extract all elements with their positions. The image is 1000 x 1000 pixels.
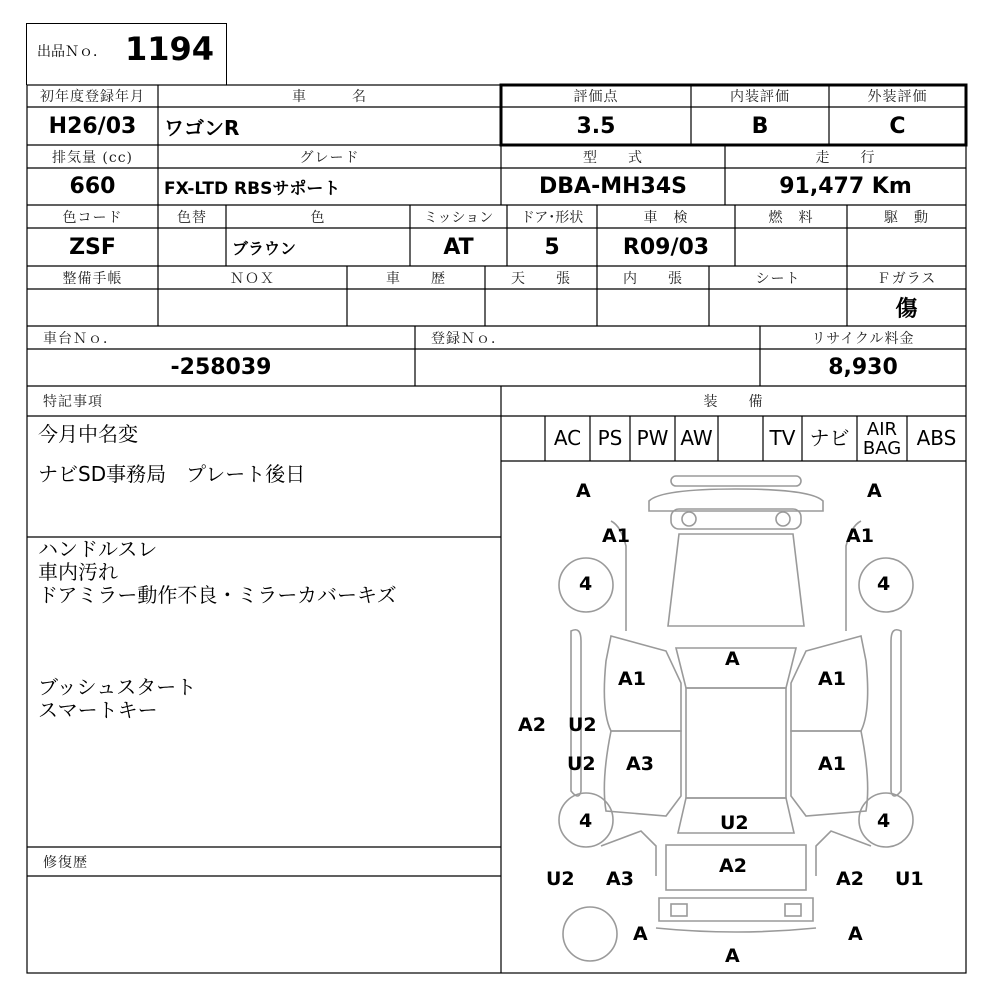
- equip-pw: PW: [636, 426, 669, 450]
- transmission-value: AT: [443, 234, 474, 260]
- roof-header: 天 張: [511, 270, 571, 287]
- score-value: 3.5: [576, 113, 616, 139]
- repaint-value: [158, 228, 226, 266]
- displacement-header: 排気量 (cc): [51, 149, 134, 166]
- note-line: ドアミラー動作不良・ミラーカバーキズ: [38, 583, 397, 607]
- note-line: ナビSD事務局 プレート後日: [38, 462, 306, 486]
- mark-front-right: A: [867, 480, 882, 502]
- nox-header: ＮＯＸ: [230, 270, 275, 287]
- note-line: ハンドルスレ: [38, 537, 158, 561]
- interior-value: B: [751, 113, 769, 139]
- rear-bumper-lower: [656, 928, 816, 932]
- note-line: ブッシュスタート: [38, 675, 197, 699]
- doors-value: 5: [544, 234, 560, 260]
- mark-tailgate: A2: [719, 855, 747, 877]
- mark-quarter-rl-outer: U2: [546, 868, 575, 890]
- mark-rear-bumper-c: A: [725, 945, 740, 967]
- mark-pillar-l: A2: [518, 714, 546, 736]
- mark-fender-fr: A1: [846, 525, 874, 547]
- mark-door-fr: A1: [818, 668, 846, 690]
- mark-sill-l-rear: U2: [567, 753, 596, 775]
- mileage-header: 走 行: [815, 149, 876, 166]
- mark-front-left: A: [576, 480, 591, 502]
- recycle-value: 8,930: [828, 355, 898, 380]
- interior-trim-value: [597, 289, 709, 326]
- mark-door-fl: A1: [618, 668, 646, 690]
- registration-header: 登録Ｎｏ．: [431, 330, 506, 347]
- right-side-sill: [891, 630, 901, 796]
- mark-sill-l-front: U2: [568, 714, 597, 736]
- mark-door-rr: A1: [818, 753, 846, 775]
- mark-quarter-rl: A3: [606, 868, 634, 890]
- fglass-header: Ｆガラス: [876, 270, 937, 287]
- color-code-header: 色コード: [62, 209, 123, 226]
- fglass-value: 傷: [895, 297, 918, 322]
- mark-hood: A: [725, 648, 740, 670]
- mileage-value: 91,477 Km: [779, 174, 912, 199]
- notes-block-3: [38, 676, 196, 722]
- exterior-value: C: [889, 113, 906, 139]
- roof-value: [485, 289, 597, 326]
- car-name-value: ワゴンR: [164, 115, 240, 140]
- mark-tire-fr: 4: [877, 573, 891, 595]
- fuel-header: 燃 料: [768, 209, 814, 226]
- year-header: 初年度登録年月: [40, 89, 145, 105]
- color-code-value: ZSF: [69, 234, 116, 260]
- hood-outline: [668, 534, 804, 626]
- grade-value: FX-LTD RBSサポート: [164, 179, 341, 199]
- mark-fender-fl: A1: [602, 525, 630, 547]
- note-line: 車内汚れ: [38, 560, 118, 584]
- equip-ps: PS: [597, 426, 623, 450]
- equip-navi: ナビ: [809, 426, 850, 450]
- model-header: 型 式: [583, 149, 643, 166]
- recycle-header: リサイクル料金: [811, 330, 915, 347]
- notes-block-2: [38, 538, 397, 607]
- seat-header: シート: [755, 270, 801, 287]
- note-line: スマートキー: [38, 698, 158, 722]
- notes-header: 特記事項: [43, 394, 103, 410]
- year-value: H26/03: [48, 113, 137, 139]
- seat-value: [709, 289, 847, 326]
- mark-tire-rl: 4: [579, 810, 593, 832]
- spare-tire-outline: [563, 907, 617, 961]
- equip-aw: AW: [680, 426, 713, 450]
- grade-header: グレード: [299, 149, 360, 166]
- color-value: ブラウン: [232, 238, 297, 258]
- model-value: DBA-MH34S: [539, 174, 687, 199]
- rear-bumper-shape: [659, 898, 813, 921]
- fuel-value: [735, 228, 847, 266]
- mark-tire-rr: 4: [877, 810, 891, 832]
- exterior-header: 外装評価: [867, 89, 928, 105]
- interior-header: 内装評価: [730, 89, 790, 105]
- drive-header: 駆 動: [884, 209, 929, 226]
- history-value: [347, 289, 485, 326]
- equip-abs: ABS: [916, 426, 957, 450]
- roof: [686, 688, 786, 798]
- chassis-header: 車台Ｎｏ．: [43, 330, 118, 347]
- mark-tire-fl: 4: [579, 573, 593, 595]
- mark-quarter-rr: A2: [836, 868, 864, 890]
- mark-roof-rear: U2: [720, 812, 749, 834]
- mark-door-rl: A3: [626, 753, 654, 775]
- equipment-header: 装 備: [703, 394, 764, 410]
- maintenance-value: [27, 289, 158, 326]
- transmission-header: ミッション: [423, 209, 494, 226]
- registration-value: [415, 349, 760, 386]
- note-line: 今月中名変: [38, 422, 138, 446]
- score-header: 評価点: [573, 89, 619, 105]
- inspection-header: 車 検: [643, 209, 689, 226]
- front-bumper-outline: [671, 476, 801, 486]
- lot-number-label: 出品Ｎｏ．: [37, 44, 107, 60]
- mark-rear-bumper-r: A: [848, 923, 863, 945]
- lot-number: 1194: [125, 30, 215, 68]
- maintenance-header: 整備手帳: [62, 270, 123, 287]
- equip-ac: AC: [553, 426, 582, 450]
- inspection-value: R09/03: [622, 234, 710, 260]
- repaint-header: 色替: [177, 209, 207, 226]
- mark-quarter-rr-outer: U1: [895, 868, 924, 890]
- chassis-value: -258039: [170, 355, 272, 380]
- color-header: 色: [310, 209, 326, 226]
- front-bumper-shape: [649, 489, 823, 511]
- equip-blank: [718, 416, 763, 461]
- equip-tv: TV: [769, 426, 796, 450]
- drive-value: [847, 228, 966, 266]
- doors-header: ドア･形状: [520, 209, 584, 226]
- equip-airbag: AIR BAG: [862, 418, 902, 459]
- history-header: 車 歴: [386, 270, 446, 287]
- displacement-value: 660: [69, 174, 116, 199]
- notes-block-1: [38, 423, 305, 486]
- car-name-header: 車 名: [292, 89, 367, 105]
- mark-rear-bumper-l: A: [633, 923, 648, 945]
- nox-value: [158, 289, 347, 326]
- repair-header: 修復歴: [43, 854, 88, 871]
- repair-value: [27, 876, 501, 973]
- interior-trim-header: 内 張: [623, 270, 683, 287]
